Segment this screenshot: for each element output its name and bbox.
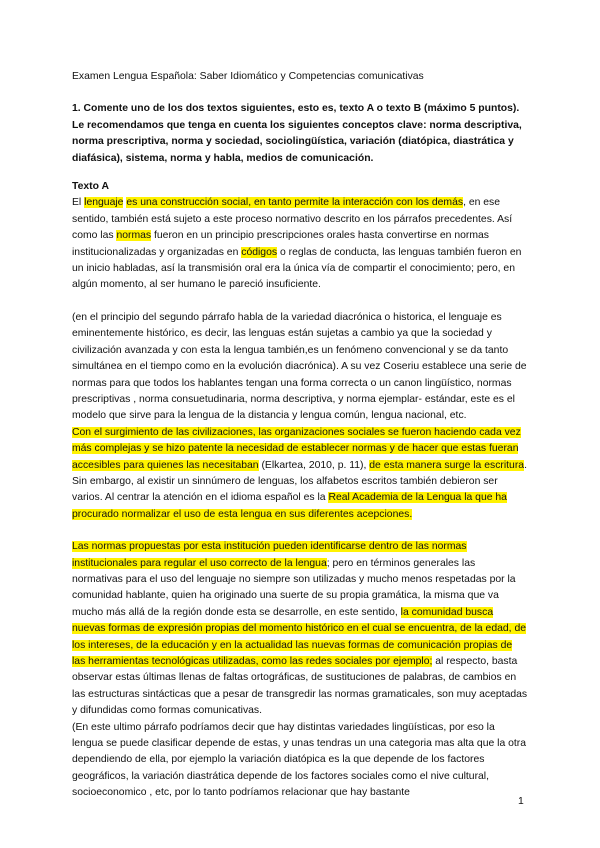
text-segment: fueron en un principio prescripciones orales hasta convertirse en normas institucionalizadas y organizadas en: [72, 230, 489, 258]
text-a-heading: Texto A: [72, 181, 109, 193]
highlighted-text: Con el surgimiento de las civilizaciones, las organizaciones sociales se fueron haciendo cada vez más complejas y se hizo patente la necesidad de establecer normas y de hacer que estas fueran accesibles para quienes las necesitaban: [72, 426, 521, 471]
text-segment: (Elkartea, 2010, p. 11),: [258, 459, 370, 471]
text-segment: (en el principio del segundo párrafo habla de la variedad diacrónica o historica, el lenguaje es eminentemente histórico, es decir, las lenguas están sujetas a cambio ya que la sociedad y civilización avanzada y con esta la lengua también,es un fenómeno convencional y se da tanto simultánea en el tiempo como en la evolución diacrónica). A su vez Coseriu establece una serie de normas para que todos los hablantes tengan una forma correcta o un canon lingüístico, normas prescriptivas , norma consuetudinaria, norma descriptiva, y norma ejemplar- estándar, este es el modelo que sirve para la lengua de la distancia y lengua común, lengua nacional, etc.: [72, 311, 527, 422]
paragraph-2-commentary: [72, 310, 528, 425]
text-segment: ; pero en términos generales las normativas para el uso del lenguaje no siempre son utilizadas y mucho menos respetadas por la comunidad hablante, quien ha originado una suerte de su propia gramática, la misma que va mucho más allá de la región donde esta se desarrolle, en este sentido,: [72, 557, 516, 618]
highlighted-text: normas: [116, 230, 152, 242]
highlighted-text: de esta manera surge la escritura: [369, 459, 525, 471]
paragraph-1: [72, 195, 528, 293]
exam-title: Examen Lengua Española: Saber Idiomático y Competencias comunicativas: [72, 71, 424, 82]
highlighted-text: Las normas propuestas por esta institución pueden identificarse dentro de las normas institucionales para regular el uso correcto de la lengua: [72, 541, 467, 569]
text-segment: (En este ultimo párrafo podríamos decir que hay distintas variedades lingüísticas, por eso la lengua se puede clasificar depende de estas, y unas tendras un una categoria mas alta que la otra dependiendo de ella, por ejemplo la variación diatópica es la que depende de los factores geográficos, la variación diastrática depende de los factores sociales como el nive cultural, socioeconomico , etc, por lo tanto podríamos relacionar que hay bastante: [72, 721, 527, 799]
paragraph-4: [72, 539, 528, 719]
question-prompt: 1. Comente uno de los dos textos siguientes, esto es, texto A o texto B (máximo 5 puntos). Le recomendamos que tenga en cuenta los siguientes conceptos clave: norma descriptiva, norma prescriptiva, norma y sociedad, sociolingüística, variación (diatópica, diastrática y diafásica), sistema, norma y habla, medios de comunicación.: [72, 103, 522, 164]
highlighted-text: Real Academia de la Lengua la que ha procurado normalizar el uso de esta lengua en sus diferentes acepciones.: [72, 492, 507, 520]
highlighted-text: lenguaje: [84, 197, 124, 209]
highlighted-text: es una construcción social, en tanto permite la interacción con los demás: [126, 197, 464, 209]
highlighted-text: códigos: [241, 246, 278, 258]
paragraph-3: [72, 425, 528, 523]
paragraph-gap: [72, 523, 528, 539]
text-segment: El: [72, 197, 85, 209]
page-number: 1: [518, 796, 524, 807]
document-body: [72, 69, 528, 802]
text-segment: o reglas de conducta, las lenguas también fueron en un inicio habladas, así la transmisión oral era la única vía de compartir el conocimiento; pero, en algún momento, al ser humano le pareció insuficiente.: [72, 246, 522, 291]
text-segment: al respecto, basta observar estas últimas llenas de faltas ortográficas, de sustituciones de palabras, de cambios en las estructuras sintácticas que a pesar de transgredir las normas gramaticales, son muy aceptadas y difundidas como formas comunicativas.: [72, 656, 528, 717]
text-segment: , en ese sentido, también está sujeto a este proceso normativo descrito en los párrafos precedentes. Así como las: [72, 197, 513, 242]
paragraph-5-commentary: [72, 720, 528, 802]
text-segment: . Sin embargo, al existir un sinnúmero de lenguas, los alfabetos escritos también debieron ser varios. Al centrar la atención en el idioma español es la: [72, 459, 527, 504]
highlighted-text: la comunidad busca nuevas formas de expresión propias del momento histórico en el cual se encuentra, de la edad, de los intereses, de la educación y en la actualidad las nuevas formas de comunicación propias de las herramientas tecnológicas utilizadas, como las redes sociales por ejemplo;: [72, 606, 526, 667]
paragraph-gap: [72, 294, 528, 310]
